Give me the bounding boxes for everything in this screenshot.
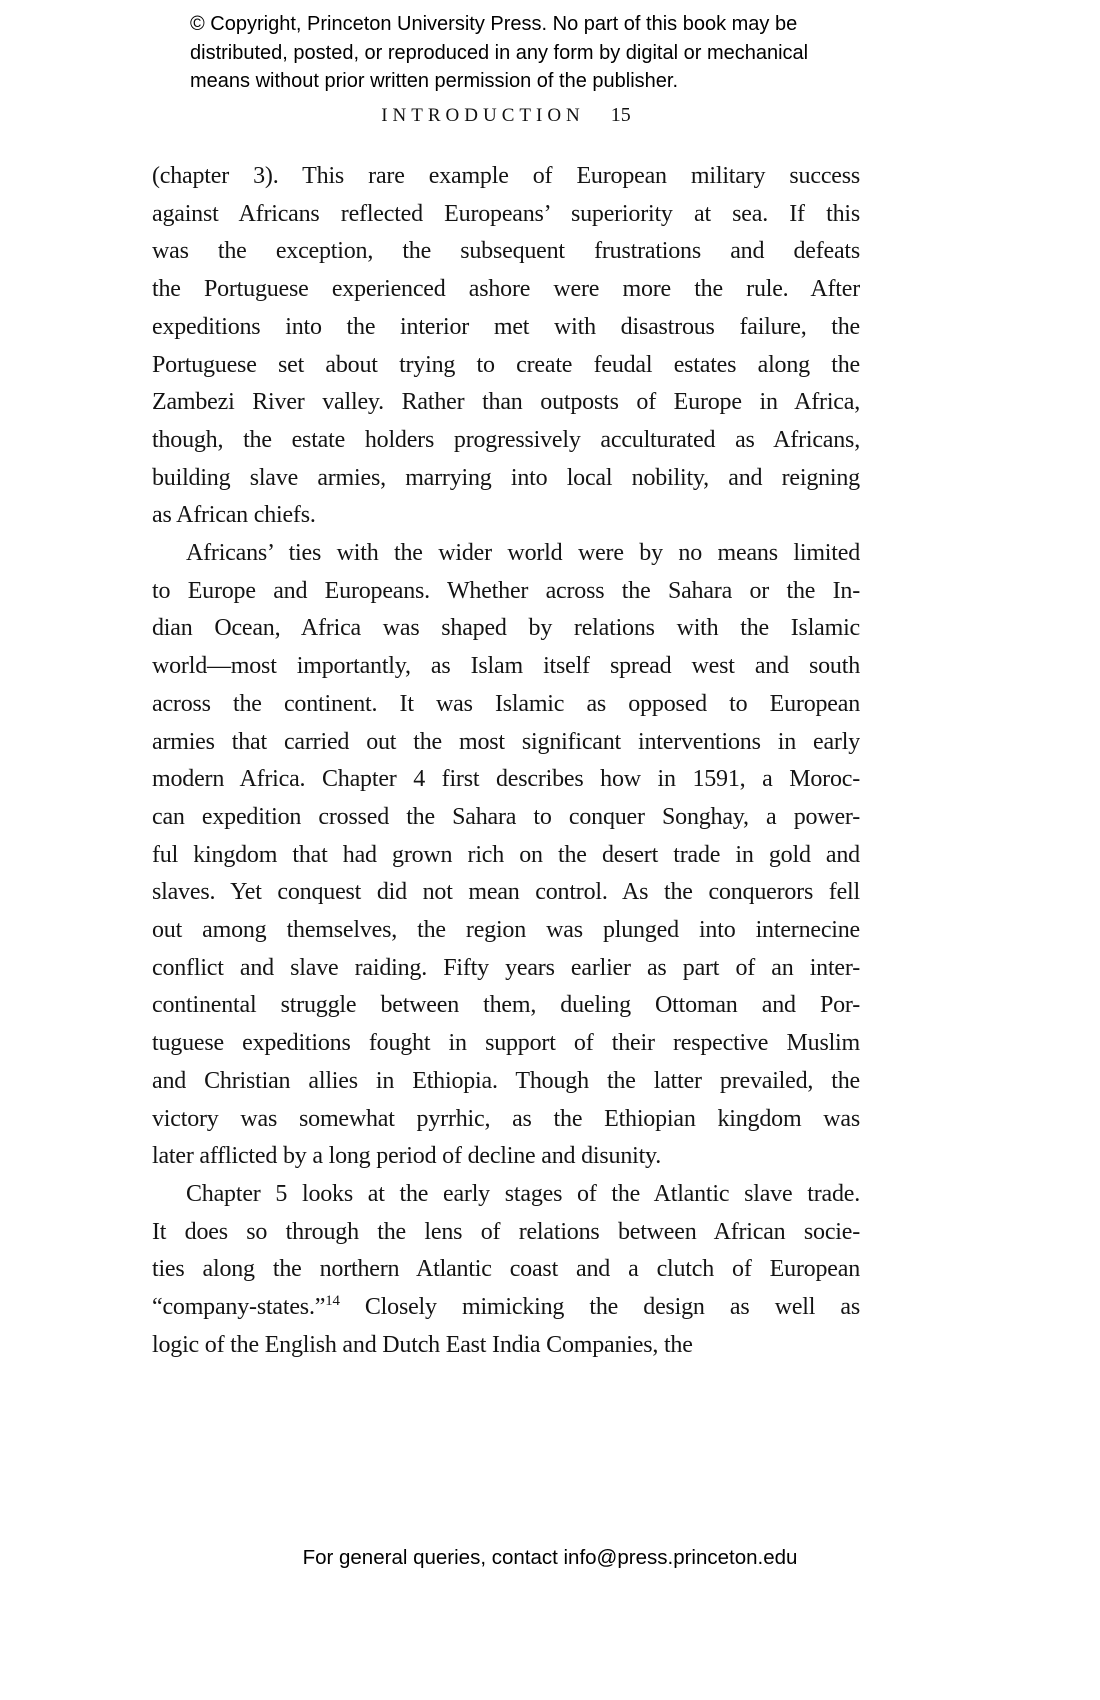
paragraph [152,1176,860,1365]
text-line: the Portuguese experienced ashore were more the rule. After [152,276,860,303]
footer-contact: For general queries, contact info@press.princeton.edu [302,1546,798,1569]
text-line: modern Africa. Chapter 4 first describes how in 1591, a Moroc- [152,766,860,793]
text-line: against Africans reflected Europeans’ superiority at sea. If this [152,200,860,227]
text-line: continental struggle between them, dueling Ottoman and Por- [152,992,860,1019]
body-text [152,158,860,1365]
text-line: and Christian allies in Ethiopia. Though the latter prevailed, the [152,1067,860,1094]
text-line: world—most importantly, as Islam itself spread west and south [152,653,860,680]
copyright-line: © Copyright, Princeton University Press. No part of this book may be [190,13,798,35]
text-line: ful kingdom that had grown rich on the desert trade in gold and [152,841,860,868]
text-line: building slave armies, marrying into local nobility, and reigning [152,464,860,491]
text-line: as African chiefs. [152,502,316,529]
text-line: out among themselves, the region was plunged into internecine [152,917,860,944]
running-head-title: INTRODUCTION [381,105,585,126]
text-line: Zambezi River valley. Rather than outposts of Europe in Africa, [152,389,860,416]
text-line: (chapter 3). This rare example of European military success [152,163,860,189]
text-line: tuguese expeditions fought in support of their respective Muslim [152,1030,860,1057]
text-line: Africans’ ties with the wider world were by no means limited [186,540,860,567]
text-line: slaves. Yet conquest did not mean control. As the conquerors fell [152,879,860,906]
text-line: across the continent. It was Islamic as opposed to European [152,690,860,717]
paragraph [152,158,860,535]
text-line: logic of the English and Dutch East India Companies, the [152,1331,693,1358]
copyright-line: means without prior written permission of the publisher. [190,70,679,92]
text-line: victory was somewhat pyrrhic, as the Ethiopian kingdom was [152,1105,860,1132]
text-line: can expedition crossed the Sahara to conquer Songhay, a power- [152,803,860,830]
paragraph [152,535,860,1176]
footnote-reference: 14 [325,1293,340,1310]
running-head [152,104,860,127]
text-line: Portuguese set about trying to create feudal estates along the [152,351,860,378]
text-line: later afflicted by a long period of decline and disunity. [152,1143,662,1170]
text-line: expeditions into the interior met with disastrous failure, the [152,313,860,340]
text-line: dian Ocean, Africa was shaped by relations with the Islamic [152,615,860,642]
text-line: to Europe and Europeans. Whether across the Sahara or the In- [152,577,860,604]
copyright-notice [190,10,870,96]
text-line: “company-states.”$^{14}$ Closely mimicking the design as well as [152,1293,860,1321]
text-line: armies that carried out the most significant interventions in early [152,728,860,755]
text-line: though, the estate holders progressively acculturated as Africans, [152,426,860,453]
text-line: was the exception, the subsequent frustrations and defeats [152,238,860,265]
page-number: 15 [610,104,631,126]
text-line: conflict and slave raiding. Fifty years earlier as part of an inter- [152,954,860,981]
text-line: ties along the northern Atlantic coast and a clutch of European [152,1256,860,1283]
copyright-line: distributed, posted, or reproduced in any form by digital or mechanical [190,41,809,64]
text-line: It does so through the lens of relations between African socie- [152,1218,860,1245]
text-line: Chapter 5 looks at the early stages of the Atlantic slave trade. [186,1180,860,1207]
